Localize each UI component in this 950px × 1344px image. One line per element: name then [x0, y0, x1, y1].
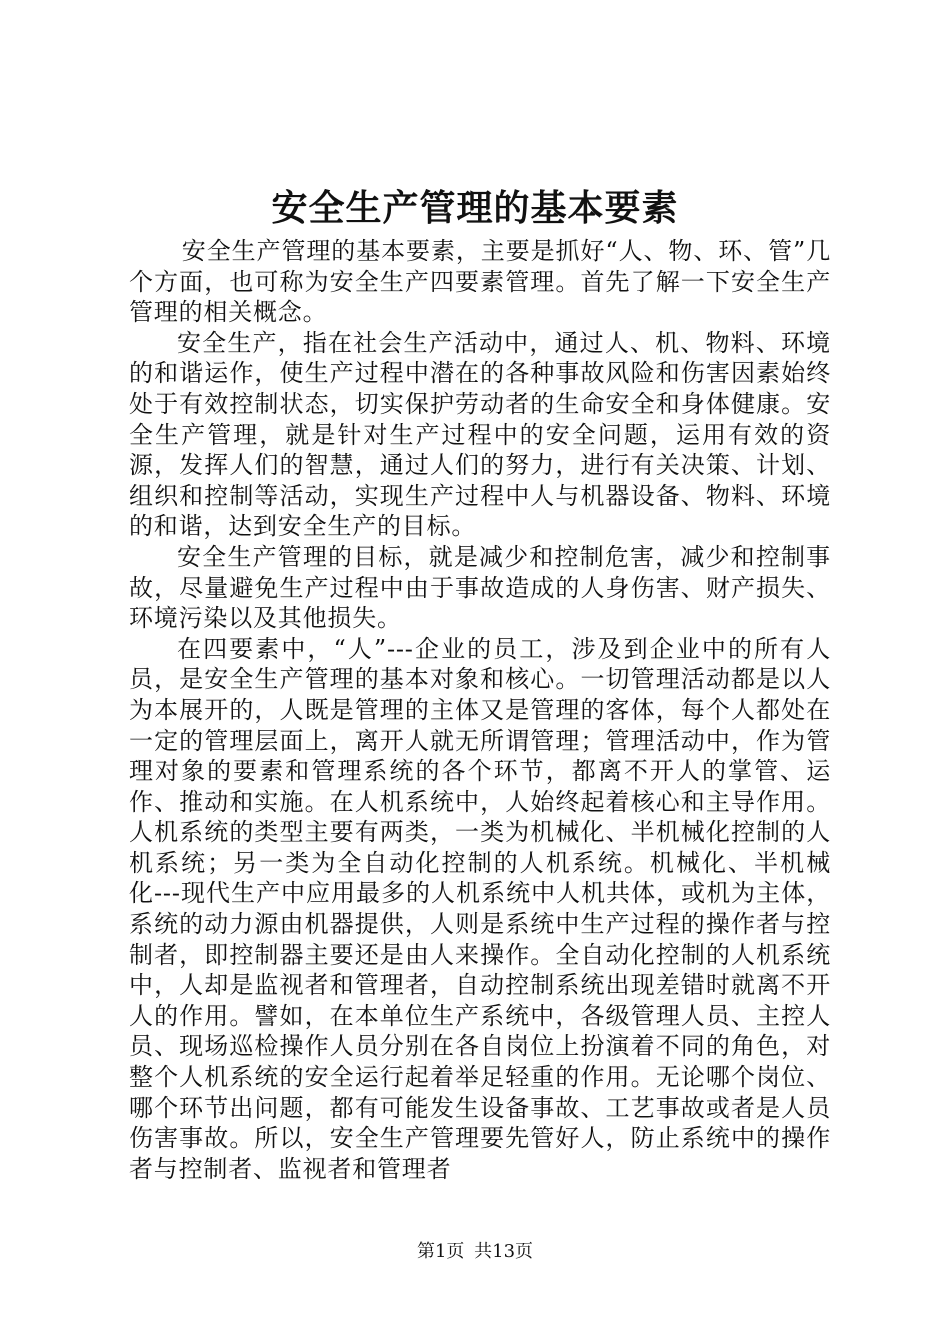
- page-number: 第1页: [416, 1241, 465, 1262]
- paragraph-safety-definition: 安全生产，指在社会生产活动中，通过人、机、物料、环境的和谐运作，使生产过程中潜在的各种事故风险和伤害因素始终处于有效控制状态，切实保护劳动者的生命安全和身体健康。安全生产管理，就是针对生产过程中的安全问题，运用有效的资源，发挥人们的智慧，通过人们的努力，进行有关决策、计划、组织和控制等活动，实现生产过程中人与机器设备、物料、环境的和谐，达到安全生产的目标。: [129, 328, 831, 541]
- page-total: 共13页: [474, 1241, 534, 1262]
- paragraph-intro: 安全生产管理的基本要素，主要是抓好“人、物、环、管”几个方面，也可称为安全生产四要素管理。首先了解一下安全生产管理的相关概念。: [129, 237, 831, 327]
- document-title: 安全生产管理的基本要素: [271, 187, 679, 229]
- paragraph-management-goal: 安全生产管理的目标，就是减少和控制危害，减少和控制事故，尽量避免生产过程中由于事故造成的人身伤害、财产损失、环境污染以及其他损失。: [129, 542, 831, 633]
- paragraph-human-element: 在四要素中，“人”---企业的员工，涉及到企业中的所有人员，是安全生产管理的基本对象和核心。一切管理活动都是以人为本展开的，人既是管理的主体又是管理的客体，每个人都处在一定的管理层面上，离开人就无所谓管理；管理活动中，作为管理对象的要素和管理系统的各个环节，都离不开人的掌管、运作、推动和实施。在人机系统中，人始终起着核心和主导作用。人机系统的类型主要有两类，一类为机械化、半机械化控制的人机系统；另一类为全自动化控制的人机系统。机械化、半机械化---现代生产中应用最多的人机系统中人机共体，或机为主体，系统的动力源由机器提供，人则是系统中生产过程的操作者与控制者，即控制器主要还是由人来操作。全自动化控制的人机系统中，人却是监视者和管理者，自动控制系统出现差错时就离不开人的作用。譬如，在本单位生产系统中，各级管理人员、主控人员、现场巡检操作人员分别在各自岗位上扮演着不同的角色，对整个人机系统的安全运行起着举足轻重的作用。无论哪个岗位、哪个环节出问题，都有可能发生设备事故、工艺事故或者是人员伤害事故。所以，安全生产管理要先管好人，防止系统中的操作者与控制者、监视者和管理者: [129, 634, 831, 1183]
- page-footer: [0, 1240, 950, 1264]
- document-body: [129, 236, 831, 1184]
